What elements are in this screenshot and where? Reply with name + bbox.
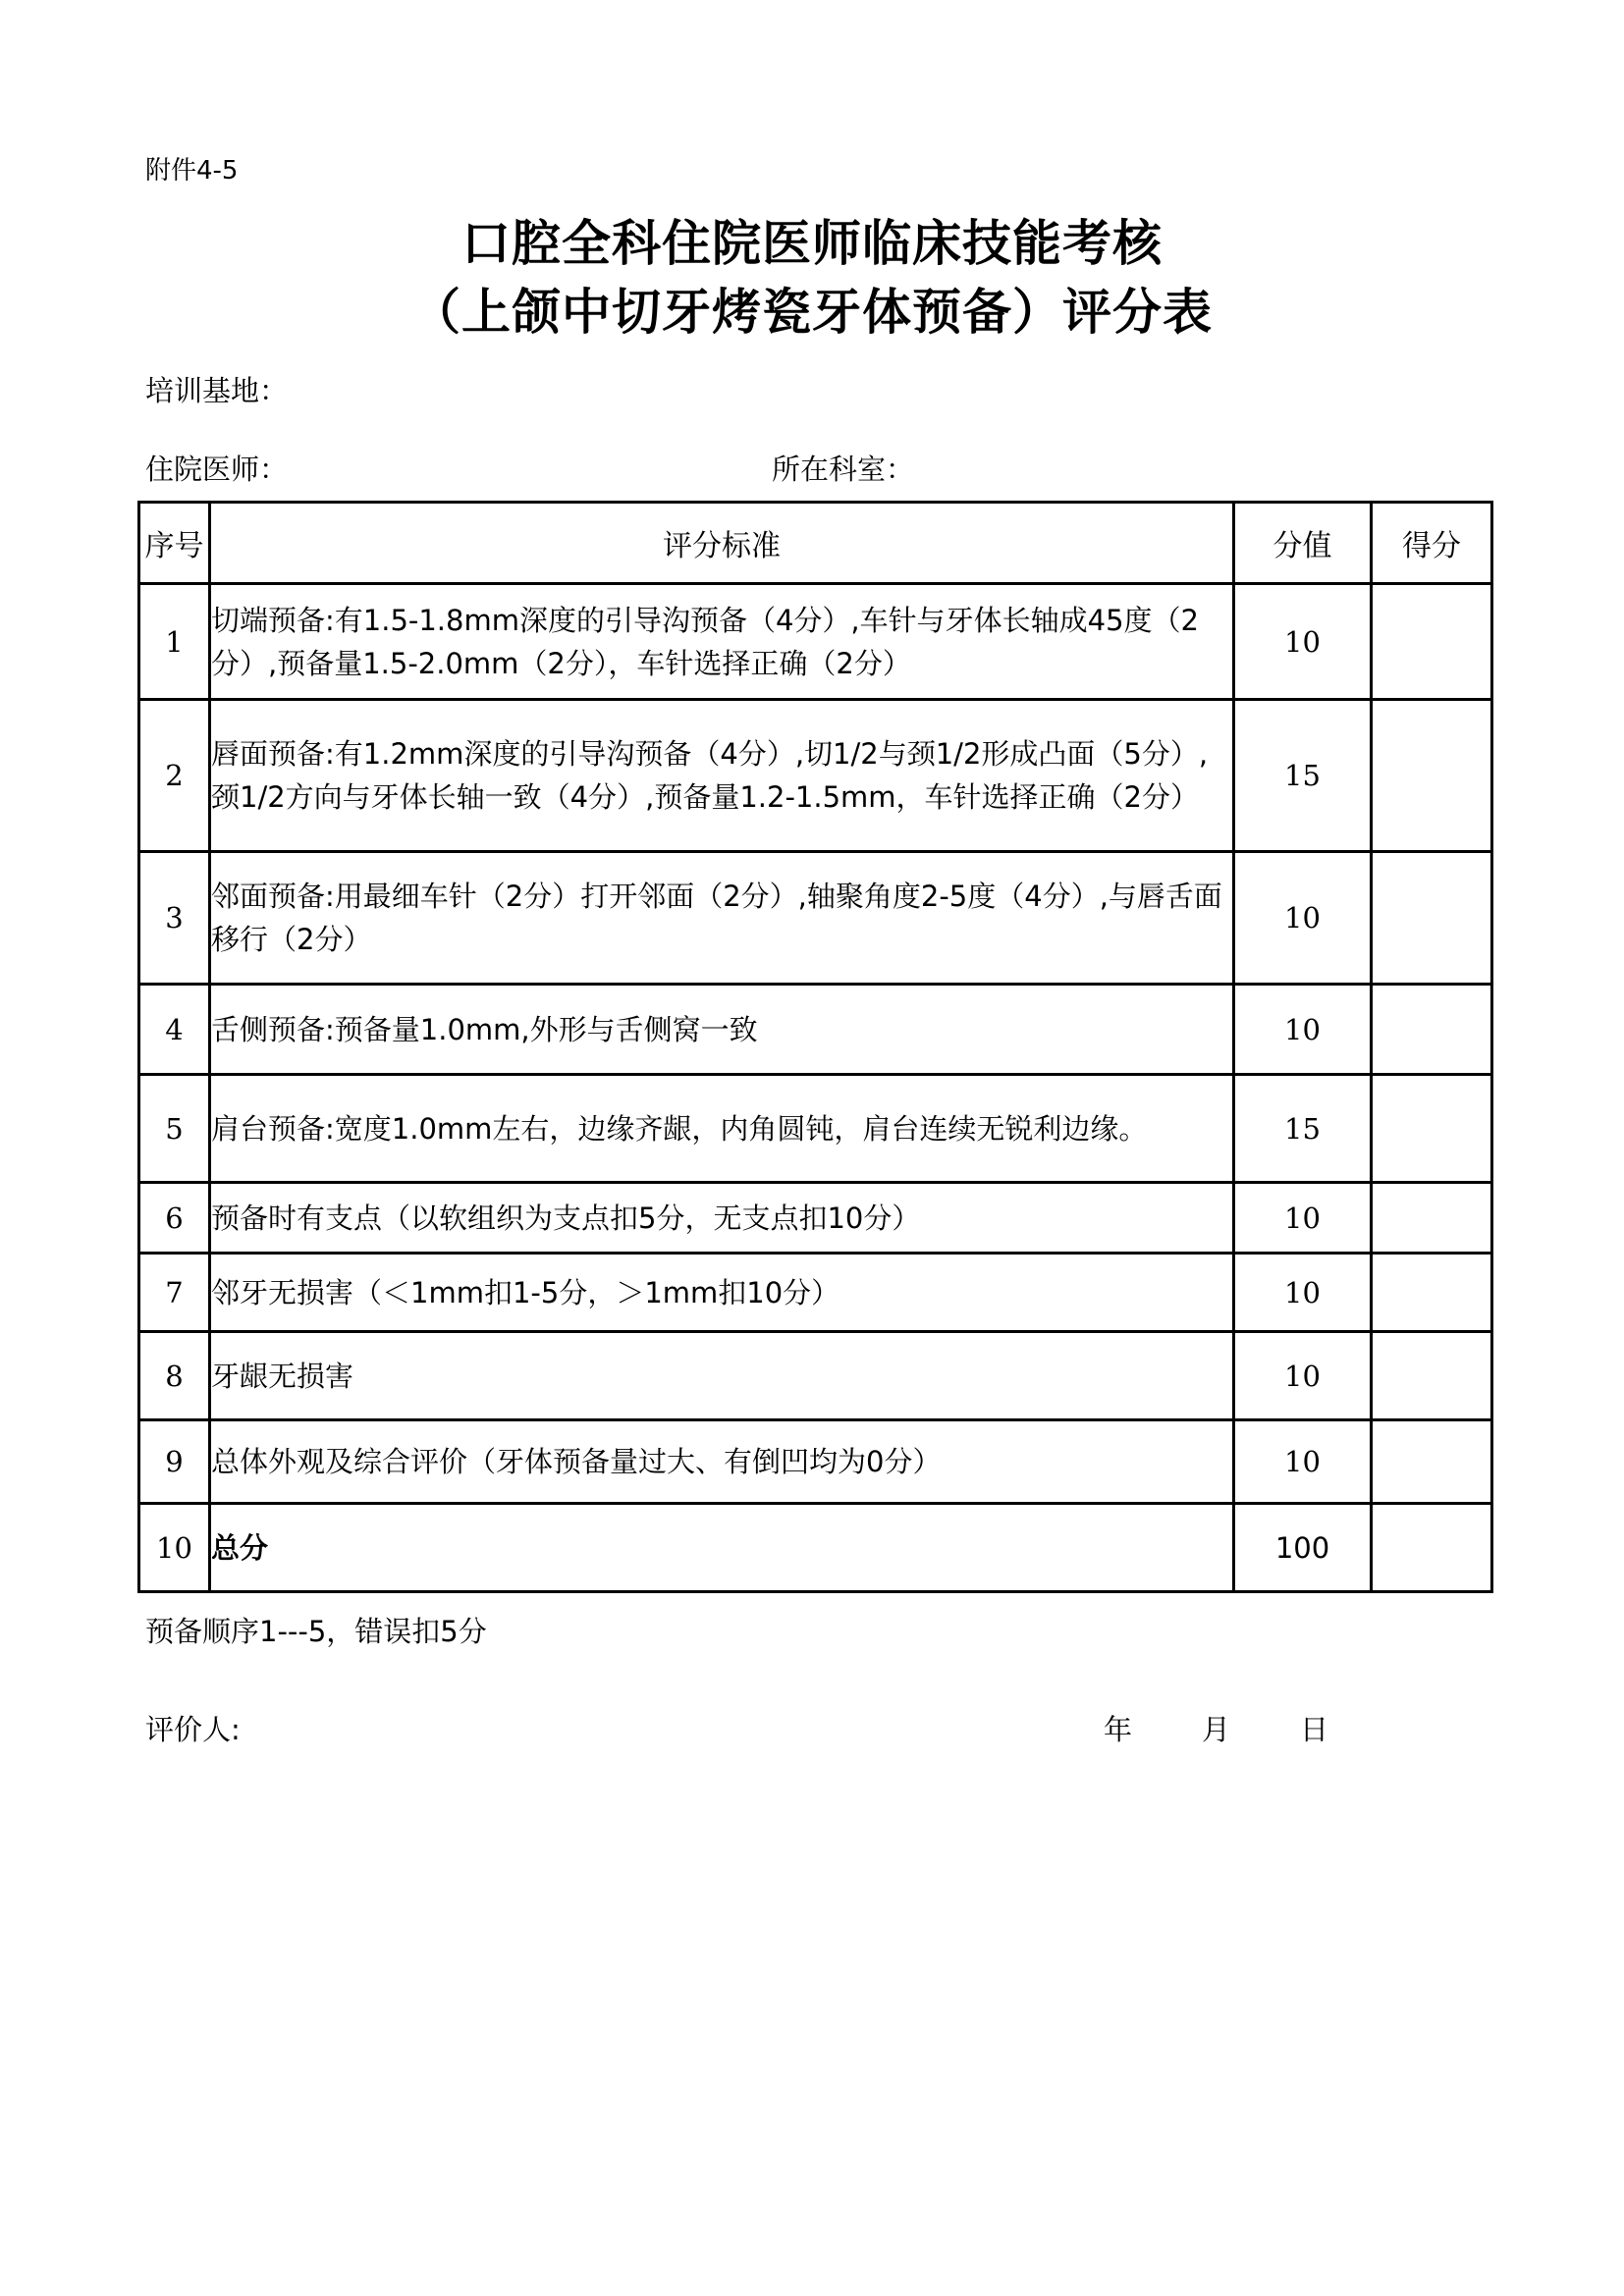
page-subtitle: （上颌中切牙烤瓷牙体预备）评分表 [411, 284, 1213, 341]
table-row [139, 1332, 1492, 1420]
department-label: 所在科室： [772, 453, 915, 486]
table-row [139, 1420, 1492, 1504]
row-no: 1 [139, 584, 210, 700]
order-note: 预备顺序1---5，错误扣5分 [145, 1615, 487, 1648]
table-row [139, 584, 1492, 700]
attachment-label: 附件4-5 [145, 156, 239, 186]
date-day-label: 日 [1300, 1713, 1329, 1746]
header-points: 分值 [1234, 503, 1372, 584]
header-score: 得分 [1372, 503, 1492, 584]
row-score-cell[interactable] [1372, 852, 1492, 985]
table-row [139, 1254, 1492, 1332]
table-row-total [139, 1504, 1492, 1592]
row-no: 3 [139, 852, 210, 985]
row-criteria: 切端预备:有1.5-1.8mm深度的引导沟预备（4分）,车针与牙体长轴成45度（2分）,预备量1.5-2.0mm（2分），车针选择正确（2分） [210, 584, 1234, 700]
row-no: 2 [139, 700, 210, 852]
row-criteria: 肩台预备:宽度1.0mm左右，边缘齐龈，内角圆钝，肩台连续无锐利边缘。 [210, 1075, 1234, 1183]
row-points: 10 [1234, 852, 1372, 985]
row-score-cell[interactable] [1372, 1420, 1492, 1504]
total-points: 100 [1234, 1504, 1372, 1592]
row-criteria: 牙龈无损害 [210, 1332, 1234, 1420]
row-no: 4 [139, 985, 210, 1075]
row-score-cell[interactable] [1372, 985, 1492, 1075]
table-row [139, 1183, 1492, 1254]
table-row [139, 1075, 1492, 1183]
training-base-label: 培训基地： [145, 374, 289, 407]
row-no: 10 [139, 1504, 210, 1592]
row-no: 6 [139, 1183, 210, 1254]
row-criteria: 唇面预备:有1.2mm深度的引导沟预备（4分）,切1/2与颈1/2形成凸面（5分）,颈1/2方向与牙体长轴一致（4分）,预备量1.2-1.5mm，车针选择正确（2分） [210, 700, 1234, 852]
row-score-cell[interactable] [1372, 1075, 1492, 1183]
row-points: 10 [1234, 1420, 1372, 1504]
row-points: 10 [1234, 1332, 1372, 1420]
header-no: 序号 [139, 503, 210, 584]
row-score-cell[interactable] [1372, 1332, 1492, 1420]
date-year-label: 年 [1104, 1713, 1133, 1746]
total-label: 总分 [210, 1504, 1234, 1592]
page-title: 口腔全科住院医师临床技能考核 [461, 215, 1163, 272]
row-points: 10 [1234, 985, 1372, 1075]
row-criteria: 预备时有支点（以软组织为支点扣5分，无支点扣10分） [210, 1183, 1234, 1254]
score-table [137, 501, 1493, 1593]
row-score-cell[interactable] [1372, 584, 1492, 700]
row-no: 7 [139, 1254, 210, 1332]
row-points: 10 [1234, 1183, 1372, 1254]
row-points: 15 [1234, 1075, 1372, 1183]
row-no: 9 [139, 1420, 210, 1504]
row-score-cell[interactable] [1372, 700, 1492, 852]
row-score-cell[interactable] [1372, 1254, 1492, 1332]
row-points: 15 [1234, 700, 1372, 852]
resident-label: 住院医师： [145, 453, 289, 486]
table-row [139, 985, 1492, 1075]
date-month-label: 月 [1202, 1713, 1231, 1746]
table-row [139, 852, 1492, 985]
total-score-cell[interactable] [1372, 1504, 1492, 1592]
table-row [139, 700, 1492, 852]
header-criteria: 评分标准 [210, 503, 1234, 584]
row-no: 5 [139, 1075, 210, 1183]
table-header-row [139, 503, 1492, 584]
row-criteria: 总体外观及综合评价（牙体预备量过大、有倒凹均为0分） [210, 1420, 1234, 1504]
row-criteria: 邻面预备:用最细车针（2分）打开邻面（2分）,轴聚角度2-5度（4分）,与唇舌面移行（2分） [210, 852, 1234, 985]
row-criteria: 舌侧预备:预备量1.0mm,外形与舌侧窝一致 [210, 985, 1234, 1075]
evaluator-label: 评价人: [145, 1713, 241, 1746]
row-points: 10 [1234, 1254, 1372, 1332]
row-no: 8 [139, 1332, 210, 1420]
row-score-cell[interactable] [1372, 1183, 1492, 1254]
row-points: 10 [1234, 584, 1372, 700]
row-criteria: 邻牙无损害（＜1mm扣1-5分，＞1mm扣10分） [210, 1254, 1234, 1332]
